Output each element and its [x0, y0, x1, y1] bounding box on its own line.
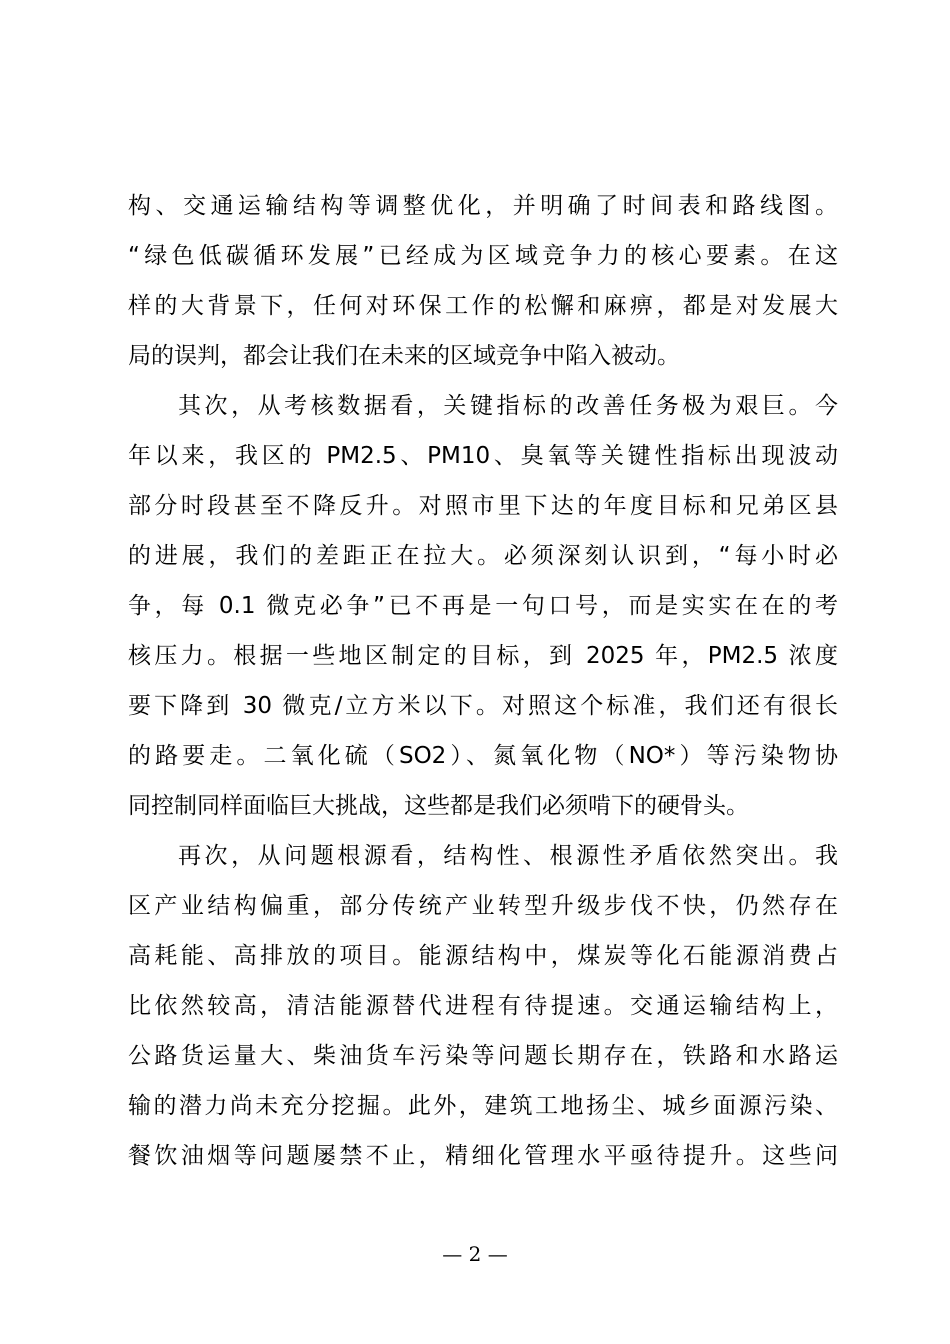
- text-line: 其次，从考核数据看，关键指标的改善任务极为艰巨。今: [178, 393, 838, 419]
- text-line: 公路货运量大、柴油货车污染等问题长期存在，铁路和水路运: [128, 1043, 838, 1069]
- paragraph-1: [128, 181, 838, 381]
- text-line: 年以来，我区的 PM2.5、PM10、臭氧等关键性指标出现波动: [128, 443, 838, 469]
- text-line: 比依然较高，清洁能源替代进程有待提速。交通运输结构上，: [128, 993, 838, 1019]
- text-line: 输的潜力尚未充分挖掘。此外，建筑工地扬尘、城乡面源污染、: [128, 1093, 838, 1119]
- paragraph-2: [128, 381, 838, 831]
- text-line: 的路要走。二氧化硫（SO2）、氮氧化物（NO*）等污染物协: [128, 743, 838, 769]
- text-line: 餐饮油烟等问题屡禁不止，精细化管理水平亟待提升。这些问: [128, 1143, 838, 1169]
- page-number: — 2 —: [442, 1242, 508, 1266]
- text-line: 要下降到 30 微克/立方米以下。对照这个标准，我们还有很长: [128, 693, 838, 719]
- text-line: 争，每 0.1 微克必争”已不再是一句口号，而是实实在在的考: [128, 593, 838, 619]
- text-line: 样的大背景下，任何对环保工作的松懈和麻痹，都是对发展大: [128, 293, 838, 319]
- text-line: 局的误判，都会让我们在未来的区域竞争中陷入被动。: [128, 343, 680, 369]
- text-line: 同控制同样面临巨大挑战，这些都是我们必须啃下的硬骨头。: [128, 793, 749, 819]
- paragraph-3: [128, 831, 838, 1181]
- text-line: 高耗能、高排放的项目。能源结构中，煤炭等化石能源消费占: [128, 943, 838, 969]
- text-line: 构、交通运输结构等调整优化，并明确了时间表和路线图。: [128, 193, 838, 219]
- text-line: “绿色低碳循环发展”已经成为区域竞争力的核心要素。在这: [128, 243, 838, 269]
- text-line: 再次，从问题根源看，结构性、根源性矛盾依然突出。我: [178, 843, 838, 869]
- text-line: 区产业结构偏重，部分传统产业转型升级步伐不快，仍然存在: [128, 893, 838, 919]
- text-line: 的进展，我们的差距正在拉大。必须深刻认识到，“每小时必: [128, 543, 838, 569]
- body-text: [128, 181, 838, 1181]
- text-line: 核压力。根据一些地区制定的目标，到 2025 年，PM2.5 浓度: [128, 643, 838, 669]
- text-line: 部分时段甚至不降反升。对照市里下达的年度目标和兄弟区县: [128, 493, 838, 519]
